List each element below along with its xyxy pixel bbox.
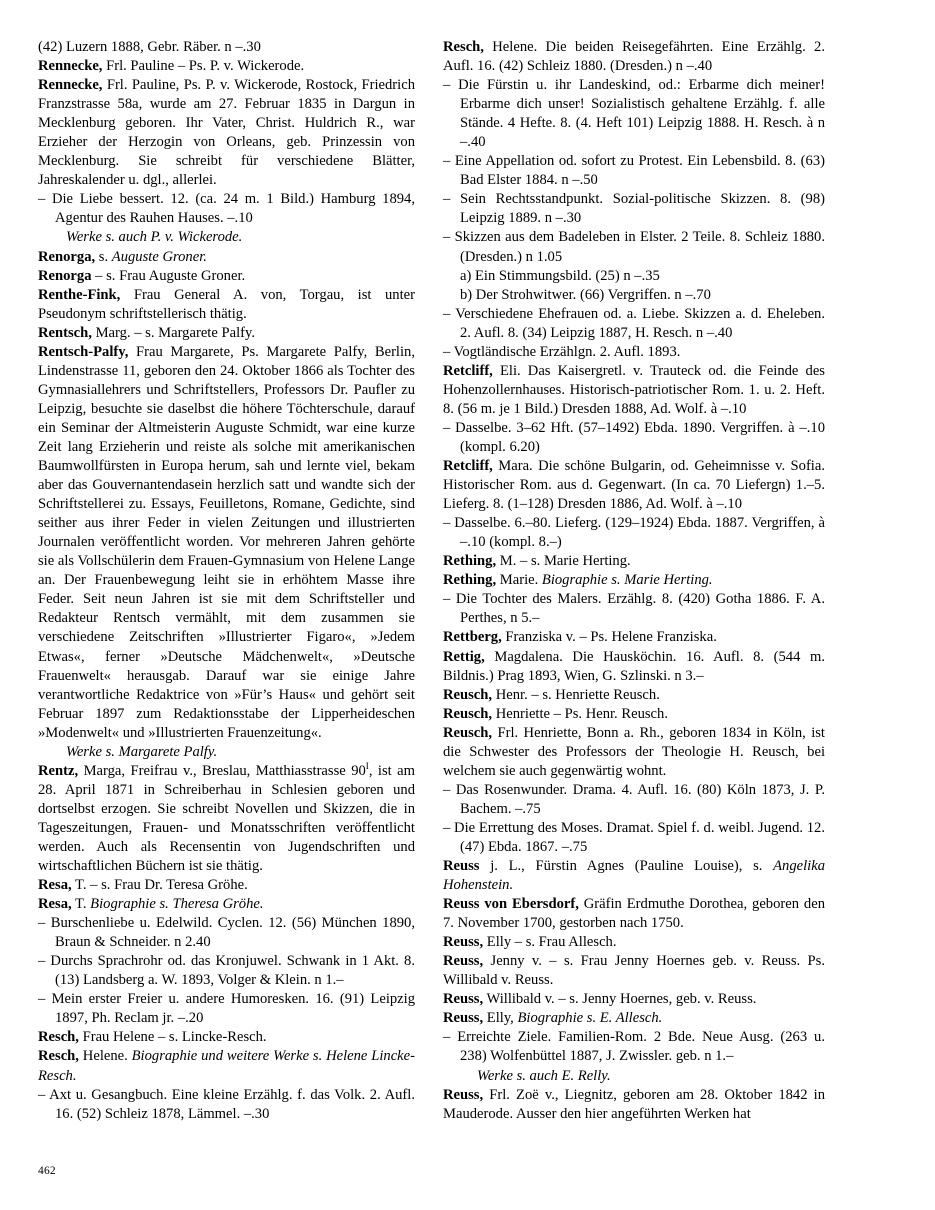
bibliography-entry — [38, 876, 415, 895]
entry-headword: Rething, — [443, 572, 497, 589]
bibliography-entry — [443, 724, 825, 781]
entry-text: Magdalena. Die Hausköchin. 16. Aufl. 8. (544 m. Bildnis.) Prag 1893, Wien, G. Szlinski. n 3.– — [443, 648, 825, 684]
work-item: – Skizzen aus dem Badeleben in Elster. 2 Teile. 8. Schleiz 1880. (Dresden.) n 1.05 — [443, 229, 825, 265]
entry-headword: Resch, — [38, 1048, 79, 1065]
bibliography-entry — [38, 895, 415, 914]
entry-headword: Reusch, — [443, 686, 493, 703]
entry-cross-reference: Angelika Hohenstein. — [443, 858, 825, 894]
entry-headword: Reuss, — [443, 934, 484, 951]
bibliography-entry — [38, 286, 415, 324]
entry-headword: Reuss, — [443, 1086, 484, 1103]
entry-headword: Rentz, — [38, 762, 79, 779]
bibliography-entry — [38, 1047, 415, 1085]
entry-text: Jenny v. – s. Frau Jenny Hoernes geb. v. Reuss. Ps. Willibald v. Reuss. — [443, 953, 825, 989]
entry-text: Frl. Pauline, Ps. P. v. Wickerode, Rostock, Friedrich Franzstrasse 58a, wurde am 27. Februar 1835 in Dargun in Mecklenburg geboren. Ihr Vater, Christ. Huldrich R., war Erzieher der Herzogin von Orleans, geb. Prinzessin von Mecklenburg. Sie schreibt für verschiedene Blätter, Jahreskalender u. dgl., allerlei. — [38, 77, 415, 189]
bibliography-entry — [443, 857, 825, 895]
entry-text: Eli. Das Kaisergretl. v. Trauteck od. die Feinde des Hohenzollernhauses. Historisch-patriotischer Rom. 1. u. 2. Heft. 8. (56 m. je 1 Bild.) Dresden 1888, Ad. Wolf. à –.10 — [443, 362, 825, 417]
entry-headword: Retcliff, — [443, 458, 493, 475]
entry-text: Henriette – Ps. Henr. Reusch. — [492, 705, 668, 722]
bibliography-entry — [38, 762, 415, 876]
entry-cross-reference: Biographie s. E. Allesch. — [517, 1010, 663, 1027]
work-item: – Vogtländische Erzählgn. 2. Aufl. 1893. — [443, 343, 681, 360]
work-item: – Die Liebe bessert. 12. (ca. 24 m. 1 Bild.) Hamburg 1894, Agentur des Rauhen Hauses. –.10 — [38, 191, 415, 227]
work-item: – Eine Appellation od. sofort zu Protest. Ein Lebensbild. 8. (63) Bad Elster 1884. n –.50 — [443, 153, 825, 189]
entry-text: Willibald v. – s. Jenny Hoernes, geb. v. Reuss. — [483, 991, 757, 1008]
bibliography-entry — [443, 686, 825, 705]
bibliography-entry — [443, 552, 825, 571]
bibliography-entry — [443, 571, 825, 590]
page-folio-number: 462 — [38, 1165, 56, 1177]
entry-headword: Resa, — [38, 877, 72, 894]
entry-headword: Rennecke, — [38, 77, 103, 94]
left-column — [38, 38, 415, 1153]
entry-headword: Reuss von Ebersdorf, — [443, 896, 579, 913]
work-item: – Erreichte Ziele. Familien-Rom. 2 Bde. Neue Ausg. (263 u. 238) Wolfenbüttel 1887, J. Zwissler. geb. n 1.– — [443, 1029, 825, 1065]
entry-text: Elly, — [483, 1010, 518, 1027]
bibliography-entry — [443, 362, 825, 419]
works-note: Werke s. Margarete Palfy. — [66, 743, 218, 760]
bibliography-entry — [443, 648, 825, 686]
entry-headword: Resa, — [38, 896, 72, 913]
work-item: – Die Fürstin u. ihr Landeskind, od.: Erbarme dich meiner! Erbarme dich unser! Sozialistisch gehaltene Erzählg. f. alle Stände. 4 Hefte. 8. (4. Heft 101) Leipzig 1888. H. Resch. à n –.40 — [443, 77, 825, 151]
entry-cross-reference: Auguste Groner. — [111, 248, 207, 265]
entry-text: M. – s. Marie Herting. — [496, 553, 631, 570]
entry-text: Mara. Die schöne Bulgarin, od. Geheimnisse v. Sofia. Historischer Rom. aus d. Gegenwart. (In ca. 70 Liefergn) 1.–5. Lieferg. 8. (1–128) Dresden 1886, Ad. Wolf. à –.10 — [443, 458, 825, 513]
bibliography-entry — [38, 57, 415, 76]
work-item: – Dasselbe. 3–62 Hft. (57–1492) Ebda. 1890. Vergriffen. à –.10 (kompl. 6.20) — [443, 419, 825, 455]
entry-text-cont: , ist am 28. April 1871 in Schreiberhau in Schlesien geboren und dortselbst erzogen. Sie schreibt Novellen und Skizzen, die in Tageszeitungen, Frauen- und Monatsschriften veröffentlicht werden. Auch als Recensentin von Jugendschriften und wirtschaftlichen Büchern ist sie thätig. — [38, 762, 415, 875]
entry-text: Frl. Pauline – Ps. P. v. Wickerode. — [102, 58, 305, 75]
entry-text: Helene. Die beiden Reisegefährten. Eine Erzählg. 2. Aufl. 16. (42) Schleiz 1880. (Dresden.) n –.40 — [443, 39, 825, 75]
entry-headword: Retcliff, — [443, 362, 493, 379]
entry-headword: Reuss, — [443, 1010, 484, 1027]
entry-headword: Resch, — [38, 1029, 79, 1046]
entry-text: Henr. – s. Henriette Reusch. — [492, 686, 660, 703]
entry-headword: Rettberg, — [443, 629, 502, 646]
entry-headword: Reusch, — [443, 705, 493, 722]
work-item: – Axt u. Gesangbuch. Eine kleine Erzählg. f. das Volk. 2. Aufl. 16. (52) Schleiz 1878, Lämmel. –.30 — [38, 1086, 415, 1122]
entry-text: Marg. – s. Margarete Palfy. — [91, 324, 255, 341]
bibliography-entry — [443, 628, 825, 647]
entry-headword: Rentsch, — [38, 324, 92, 341]
bibliography-entry — [443, 38, 825, 76]
bibliography-entry — [38, 343, 415, 743]
entry-superscript: I — [365, 760, 369, 771]
works-note: Werke s. auch P. v. Wickerode. — [66, 229, 243, 246]
bibliography-entry — [38, 324, 415, 343]
bibliography-entry — [38, 248, 415, 267]
work-subitem: a) Ein Stimmungsbild. (25) n –.35 — [460, 267, 660, 284]
entry-text: Frau Margarete, Ps. Margarete Palfy, Berlin, Lindenstrasse 11, geboren den 24. Oktober 1866 als Tochter des Gymnasiallehrers und Schriftstellers, Professors Dr. Paufler zu Leipzig, besuchte sie daselbst die höhere Töchterschule, darauf ein Seminar der Altmeisterin Auguste Schmidt, war eine kurze Zeit lang Erzieherin und reiste als solche mit amerikanischen Baumwollfürsten in Europa herum, sah und lernte viel, bekam aber das Gouvernantendasein herzlich satt und wandte sich der Schriftstellerei zu. Essays, Feuilletons, Romane, Gedichte, sind seither aus ihrer Feder in vielen Zeitungen und illustrierten Journalen veröffentlicht worden. Vor mehreren Jahren gehörte sie als Vollschülerin dem Frauen-Gymnasium von Helene Lange an. Der Frauenbewegung leiht sie in erhöhtem Masse ihre Feder. Seit neun Jahren ist sie mit dem Schriftsteller und Redakteur Rentsch vermählt, mit dem zusammen sie verschiedene Zeitschriften »Illustrierter Figaro«, »Jedem Etwas«, ferner »Deutsche Mädchenwelt«, »Deutsche Frauenwelt« herausgab. Darauf war sie einige Jahre verantwortliche Redaktrice von »Für’s Haus« und gehört seit Februar 1897 zum Redaktionsstabe der Lipperheideschen »Modenwelt« und »Illustrierten Frauenzeitung«. — [38, 343, 415, 741]
entry-headword: Rennecke, — [38, 58, 103, 75]
work-item: – Die Errettung des Moses. Dramat. Spiel f. d. weibl. Jugend. 12. (47) Ebda. 1867. –.75 — [443, 819, 825, 855]
bibliography-entry — [443, 933, 825, 952]
entry-text: – s. Frau Auguste Groner. — [91, 267, 246, 284]
entry-text: Marie. — [496, 572, 542, 589]
entry-headword: Renorga — [38, 267, 92, 284]
work-item: – Das Rosenwunder. Drama. 4. Aufl. 16. (80) Köln 1873, J. P. Bachem. –.75 — [443, 781, 825, 817]
bibliography-entry — [443, 1086, 825, 1124]
bibliography-entry — [38, 1028, 415, 1047]
entry-headword: Rething, — [443, 553, 497, 570]
entry-text: Frau General A. von, Torgau, ist unter Pseudonym schriftstellerisch thätig. — [38, 286, 415, 322]
entry-headword: Renthe-Fink, — [38, 286, 121, 303]
two-column-text-body — [38, 38, 897, 1153]
entry-text: s. — [95, 248, 112, 265]
entry-headword: Rettig, — [443, 648, 485, 665]
bibliography-entry — [38, 267, 415, 286]
bibliography-entry — [443, 457, 825, 514]
bibliography-entry — [443, 1009, 825, 1028]
entry-text: Frau Helene – s. Lincke-Resch. — [78, 1029, 267, 1046]
work-item: – Sein Rechtsstandpunkt. Sozial-politische Skizzen. 8. (98) Leipzig 1889. n –.30 — [443, 191, 825, 227]
bibliography-entry — [443, 895, 825, 933]
entry-text: Helene. — [78, 1048, 132, 1065]
bibliography-entry — [38, 76, 415, 190]
entry-headword: Reuss — [443, 858, 480, 875]
entry-text: Frl. Zoë v., Liegnitz, geboren am 28. Oktober 1842 in Mauderode. Ausser den hier angeführten Werken hat — [443, 1086, 825, 1122]
entry-text: Marga, Freifrau v., Breslau, Matthiasstrasse 90 — [78, 762, 366, 779]
entry-text: Franziska v. – Ps. Helene Franziska. — [501, 629, 717, 646]
entry-headword: Renorga, — [38, 248, 96, 265]
entry-headword: Reuss, — [443, 991, 484, 1008]
works-note: Werke s. auch E. Relly. — [477, 1067, 611, 1084]
bibliography-entry — [443, 952, 825, 990]
work-item: – Burschenliebe u. Edelwild. Cyclen. 12. (56) München 1890, Braun & Schneider. n 2.40 — [38, 915, 415, 951]
work-item: – Die Tochter des Malers. Erzählg. 8. (420) Gotha 1886. F. A. Perthes, n 5.– — [443, 591, 825, 627]
work-item: – Mein erster Freier u. andere Humoresken. 16. (91) Leipzig 1897, Ph. Reclam jr. –.20 — [38, 991, 415, 1027]
entry-headword: Rentsch-Palfy, — [38, 343, 129, 360]
right-column — [443, 38, 825, 1153]
entry-text: Elly – s. Frau Allesch. — [483, 934, 617, 951]
entry-text: Gräfin Erdmuthe Dorothea, geboren den 7. November 1700, gestorben nach 1750. — [443, 896, 825, 932]
entry-cross-reference: Biographie s. Theresa Gröhe. — [90, 896, 264, 913]
work-item: – Verschiedene Ehefrauen od. a. Liebe. Skizzen a. d. Eheleben. 2. Aufl. 8. (34) Leipzig 1887, H. Resch. n –.40 — [443, 305, 825, 341]
bibliography-entry — [443, 705, 825, 724]
entry-headword: Resch, — [443, 39, 484, 55]
entry-cross-reference: Biographie s. Marie Herting. — [541, 572, 713, 589]
entry-cross-reference: Biographie und weitere Werke s. Helene Lincke-Resch. — [38, 1048, 415, 1084]
work-item: – Durchs Sprachrohr od. das Kronjuwel. Schwank in 1 Akt. 8. (13) Landsberg a. W. 1893, Volger & Klein. n 1.– — [38, 953, 415, 989]
work-subitem: b) Der Strohwitwer. (66) Vergriffen. n –.70 — [460, 286, 711, 303]
entry-headword: Reuss, — [443, 953, 484, 970]
entry-text: T. — [71, 896, 91, 913]
continued-line: (42) Luzern 1888, Gebr. Räber. n –.30 — [38, 39, 261, 55]
entry-text: T. – s. Frau Dr. Teresa Gröhe. — [71, 877, 248, 894]
bibliography-entry — [443, 990, 825, 1009]
work-item: – Dasselbe. 6.–80. Lieferg. (129–1924) Ebda. 1887. Vergriffen, à –.10 (kompl. 8.–) — [443, 515, 825, 551]
entry-text: Frl. Henriette, Bonn a. Rh., geboren 1834 in Köln, ist die Schwester des Professors der Theologie H. Reusch, bei welchem sie auch gegenwärtig wohnt. — [443, 724, 825, 779]
entry-headword: Reusch, — [443, 724, 493, 741]
entry-text: j. L., Fürstin Agnes (Pauline Louise), s. — [479, 858, 774, 875]
